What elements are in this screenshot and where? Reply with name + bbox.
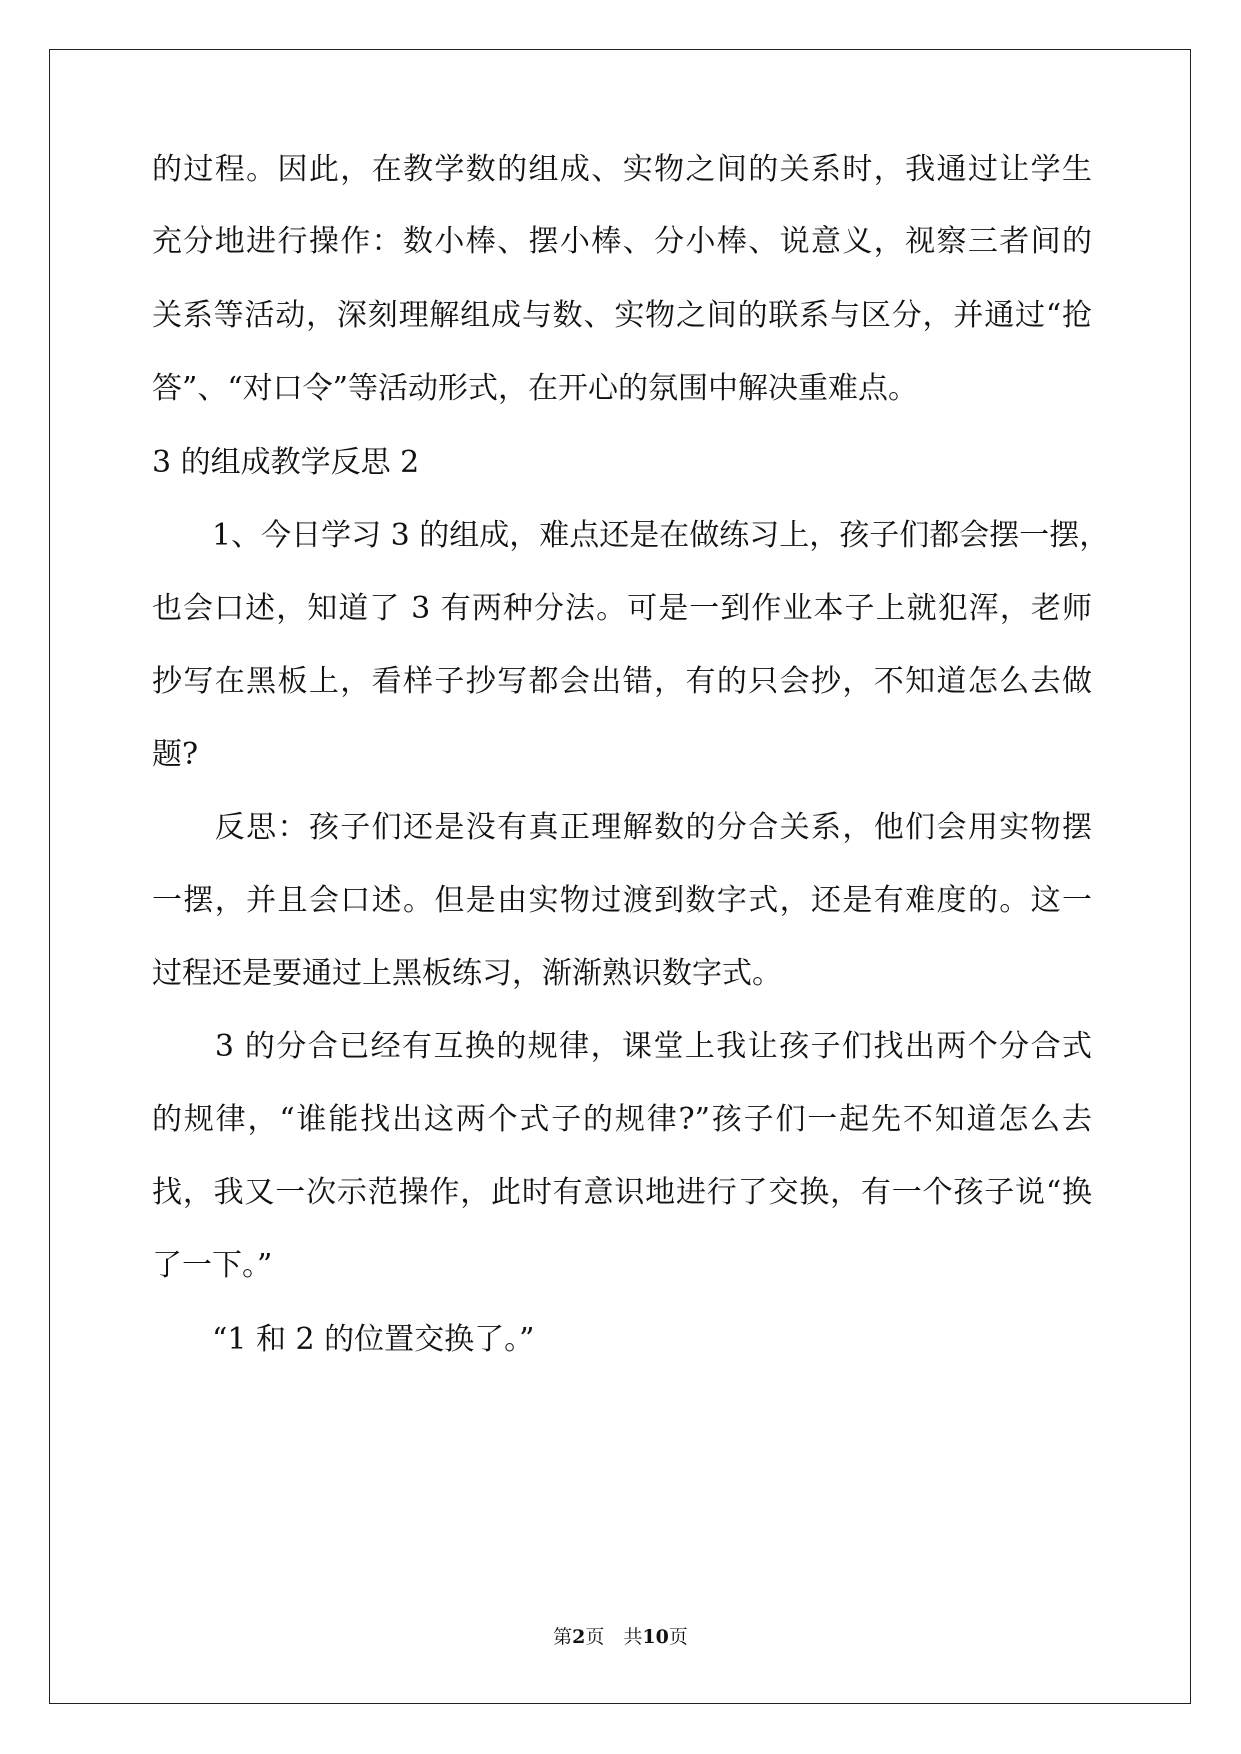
text-line: 抄写在黑板上，看样子抄写都会出错，有的只会抄，不知道怎么去做 <box>152 664 1092 699</box>
text-line: 找，我又一次示范操作，此时有意识地进行了交换，有一个孩子说“换 <box>152 1175 1092 1210</box>
text-line: 一摆，并且会口述。但是由实物过渡到数字式，还是有难度的。这一 <box>152 883 1092 918</box>
text-line: 了一下。” <box>152 1248 273 1283</box>
text-line: 反思：孩子们还是没有真正理解数的分合关系，他们会用实物摆 <box>152 810 1092 845</box>
text-line: 过程还是要通过上黑板练习，渐渐熟识数字式。 <box>152 956 782 991</box>
text-line: 的过程。因此，在教学数的组成、实物之间的关系时，我通过让学生 <box>152 152 1092 187</box>
footer-suffix: 页 <box>668 1626 688 1648</box>
text-line: 答”、“对口令”等活动形式，在开心的氛围中解决重难点。 <box>152 371 919 406</box>
section-heading: 3 的组成教学反思 2 <box>152 445 420 480</box>
text-line: 3 的分合已经有互换的规律，课堂上我让孩子们找出两个分合式 <box>152 1029 1092 1064</box>
text-line: “1 和 2 的位置交换了。” <box>152 1322 535 1357</box>
text-line: 的规律，“谁能找出这两个式子的规律?”孩子们一起先不知道怎么去 <box>152 1102 1092 1137</box>
text-line: 1、今日学习 3 的组成，难点还是在做练习上，孩子们都会摆一摆， <box>152 518 1110 553</box>
total-page-count: 10 <box>642 1626 669 1648</box>
text-line: 也会口述，知道了 3 有两种分法。可是一到作业本子上就犯浑，老师 <box>152 591 1092 626</box>
text-line: 关系等活动，深刻理解组成与数、实物之间的联系与区分，并通过“抢 <box>152 298 1092 333</box>
footer-prefix: 第 <box>553 1626 573 1648</box>
text-line: 题? <box>152 737 199 772</box>
current-page-number: 2 <box>572 1626 586 1648</box>
text-line: 充分地进行操作：数小棒、摆小棒、分小棒、说意义，视察三者间的 <box>152 224 1092 259</box>
page-footer <box>0 1625 1241 1649</box>
footer-middle: 页 共 <box>585 1626 643 1648</box>
